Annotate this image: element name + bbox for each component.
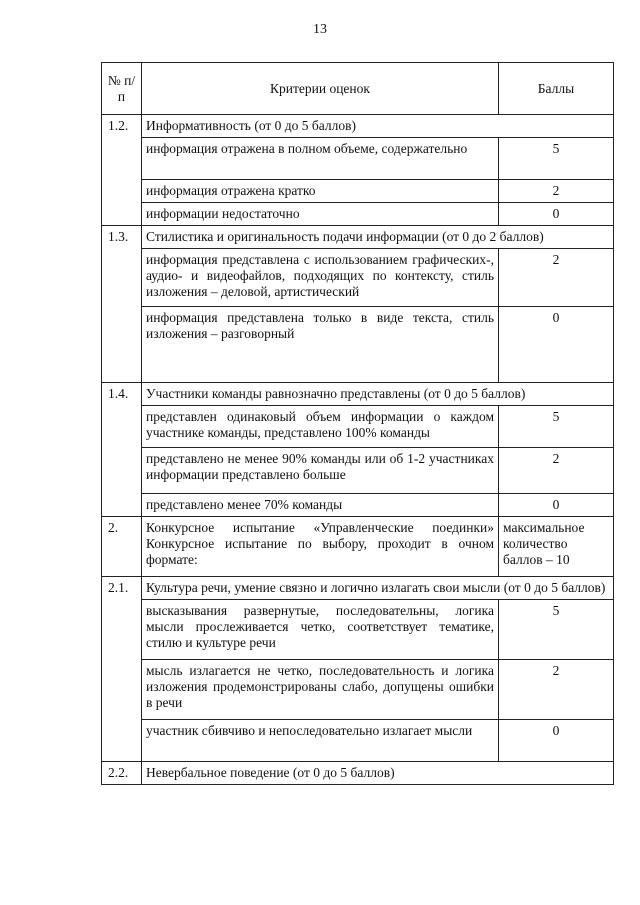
section-title: Стилистика и оригинальность подачи информации (от 0 до 2 баллов) xyxy=(142,226,614,249)
section-title: Участники команды равнозначно представлены (от 0 до 5 баллов) xyxy=(142,383,614,406)
table-row xyxy=(102,494,614,517)
table-row xyxy=(102,660,614,720)
table-row xyxy=(102,203,614,226)
section-title: Конкурсное испытание «Управленческие поединки» Конкурсное испытание по выбору, проходит в очном формате: xyxy=(142,517,499,577)
header-points: Баллы xyxy=(499,63,614,115)
table-row xyxy=(102,138,614,180)
criterion-text: информация представлена только в виде текста, стиль изложения – разговорный xyxy=(142,307,499,383)
table-row xyxy=(102,249,614,307)
criterion-text: информация представлена с использованием графических-, аудио- и видеофайлов, подходящих по контексту, стиль изложения – деловой, артистический xyxy=(142,249,499,307)
section-title: Культура речи, умение связно и логично излагать свои мысли (от 0 до 5 баллов) xyxy=(142,577,614,600)
section-title: Информативность (от 0 до 5 баллов) xyxy=(142,115,614,138)
criterion-score: 0 xyxy=(499,494,614,517)
page-number: 13 xyxy=(313,22,327,37)
criterion-score: 2 xyxy=(499,180,614,203)
section-row xyxy=(102,577,614,600)
criterion-text: мысль излагается не четко, последовательность и логика изложения продемонстрированы слабо, допущены ошибки в речи xyxy=(142,660,499,720)
criterion-text: представлен одинаковый объем информации о каждом участнике команды, представлено 100% команды xyxy=(142,406,499,448)
section-row xyxy=(102,115,614,138)
section-number: 1.2. xyxy=(102,115,142,226)
criterion-score: 2 xyxy=(499,249,614,307)
table-header-row xyxy=(102,63,614,115)
header-criteria: Критерии оценок xyxy=(142,63,499,115)
criterion-score: 5 xyxy=(499,406,614,448)
table-row xyxy=(102,307,614,383)
table-row xyxy=(102,448,614,494)
criterion-text: информация отражена кратко xyxy=(142,180,499,203)
criterion-text: представлено не менее 90% команды или об 1-2 участниках информации представлено больше xyxy=(142,448,499,494)
criterion-score: 0 xyxy=(499,720,614,762)
criterion-score: 0 xyxy=(499,307,614,383)
section-number: 2.1. xyxy=(102,577,142,762)
header-num: № п/п xyxy=(102,63,142,115)
criterion-score: 5 xyxy=(499,600,614,660)
table-row xyxy=(102,720,614,762)
section-row xyxy=(102,383,614,406)
section-number: 2. xyxy=(102,517,142,577)
criterion-score: 5 xyxy=(499,138,614,180)
section-max-score: максимальное количество баллов – 10 xyxy=(499,517,614,577)
section-number: 1.4. xyxy=(102,383,142,517)
criterion-text: представлено менее 70% команды xyxy=(142,494,499,517)
criterion-text: информации недостаточно xyxy=(142,203,499,226)
criterion-score: 0 xyxy=(499,203,614,226)
table-row xyxy=(102,600,614,660)
table-row xyxy=(102,406,614,448)
criterion-text: информация отражена в полном объеме, содержательно xyxy=(142,138,499,180)
criterion-score: 2 xyxy=(499,660,614,720)
section-number: 1.3. xyxy=(102,226,142,383)
criterion-text: участник сбивчиво и непоследовательно излагает мысли xyxy=(142,720,499,762)
section-row xyxy=(102,226,614,249)
table-row xyxy=(102,180,614,203)
section-row xyxy=(102,517,614,577)
section-row xyxy=(102,762,614,785)
criterion-text: высказывания развернутые, последовательны, логика мысли прослеживается четко, соответствует тематике, стилю и культуре речи xyxy=(142,600,499,660)
section-title: Невербальное поведение (от 0 до 5 баллов) xyxy=(142,762,614,785)
section-number: 2.2. xyxy=(102,762,142,785)
criteria-table xyxy=(101,62,614,785)
criterion-score: 2 xyxy=(499,448,614,494)
